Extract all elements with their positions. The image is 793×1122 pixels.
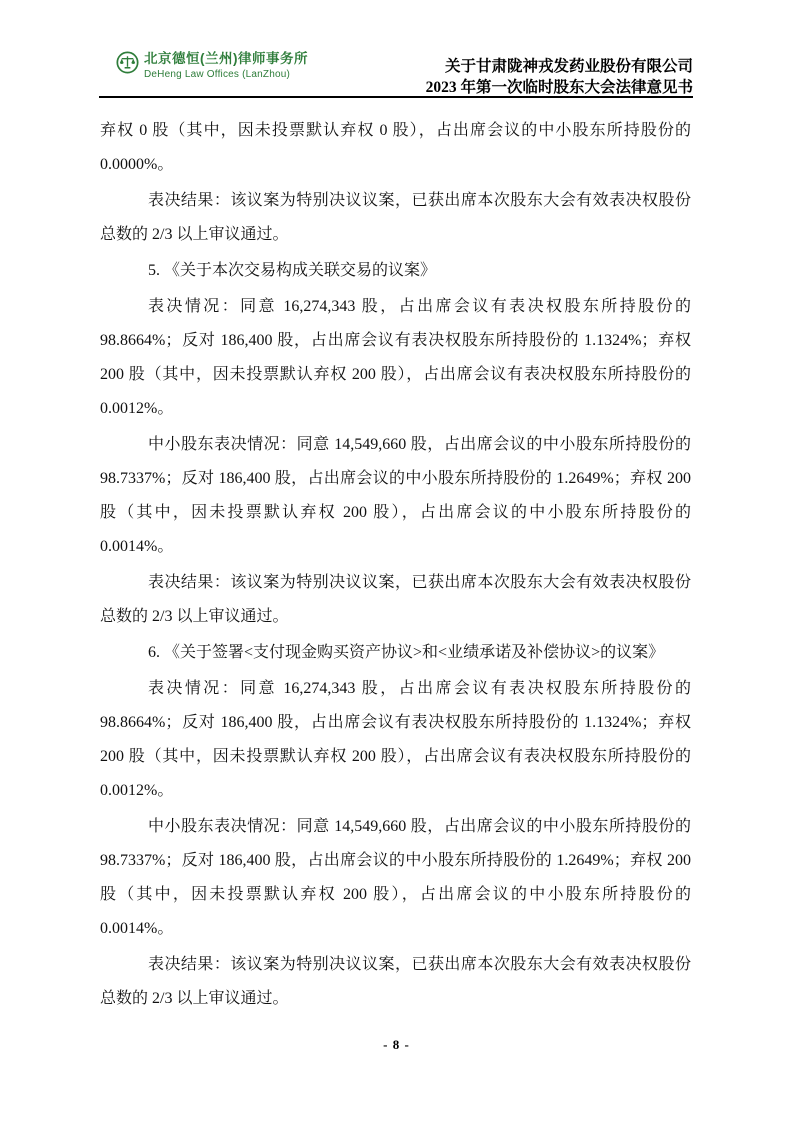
firm-name-block	[144, 51, 308, 81]
proposal-6-heading: 6. 《关于签署<支付现金购买资产协议>和<业绩承诺及补偿协议>的议案》	[148, 644, 665, 661]
firm-name-english: DeHeng Law Offices (LanZhou)	[144, 69, 291, 80]
page-number: - 8 -	[383, 1037, 410, 1052]
law-firm-logo	[116, 51, 308, 81]
proposal-6-vote-details-paragraph: 表决情况：同意 16,274,343 股，占出席会议有表决权股东所持股份的 98.8664%；反对 186,400 股，占出席会议有表决权股东所持股份的 1.1324%；弃权 200 股（其中，因未投票默认弃权 200 股），占出席会议有表决权股东所持股份的 0.0012%。	[100, 680, 691, 799]
firm-name-chinese: 北京德恒(兰州)律师事务所	[144, 51, 308, 66]
document-body	[100, 114, 691, 1018]
doc-title-line1: 关于甘肃陇神戎发药业股份有限公司	[444, 58, 693, 75]
proposal-5-heading: 5. 《关于本次交易构成关联交易的议案》	[148, 262, 437, 279]
proposal-6-minority-vote-paragraph: 中小股东表决情况：同意 14,549,660 股，占出席会议的中小股东所持股份的 98.7337%；反对 186,400 股，占出席会议的中小股东所持股份的 1.2649%；弃权 200 股（其中，因未投票默认弃权 200 股），占出席会议的中小股东所持股份的 0.0014%。	[100, 818, 691, 937]
scales-of-justice-icon	[116, 51, 139, 74]
header-divider	[99, 96, 693, 98]
document-header-title	[426, 56, 693, 98]
vote-abstain-continuation-paragraph: 弃权 0 股（其中，因未投票默认弃权 0 股），占出席会议的中小股东所持股份的 0.0000%。	[100, 122, 691, 173]
proposal-5-minority-vote-paragraph: 中小股东表决情况：同意 14,549,660 股，占出席会议的中小股东所持股份的 98.7337%；反对 186,400 股，占出席会议的中小股东所持股份的 1.2649%；弃权 200 股（其中，因未投票默认弃权 200 股），占出席会议的中小股东所持股份的 0.0014%。	[100, 436, 691, 555]
vote-result-paragraph-proposal-4: 表决结果：该议案为特别决议议案，已获出席本次股东大会有效表决权股份总数的 2/3 以上审议通过。	[100, 192, 691, 243]
doc-title-line2: 2023 年第一次临时股东大会法律意见书	[425, 79, 693, 96]
proposal-6-vote-result-paragraph: 表决结果：该议案为特别决议议案，已获出席本次股东大会有效表决权股份总数的 2/3 以上审议通过。	[100, 956, 691, 1007]
proposal-5-vote-details-paragraph: 表决情况：同意 16,274,343 股，占出席会议有表决权股东所持股份的 98.8664%；反对 186,400 股，占出席会议有表决权股东所持股份的 1.1324%；弃权 200 股（其中，因未投票默认弃权 200 股），占出席会议有表决权股东所持股份的 0.0012%。	[100, 298, 691, 417]
proposal-5-vote-result-paragraph: 表决结果：该议案为特别决议议案，已获出席本次股东大会有效表决权股份总数的 2/3 以上审议通过。	[100, 574, 691, 625]
